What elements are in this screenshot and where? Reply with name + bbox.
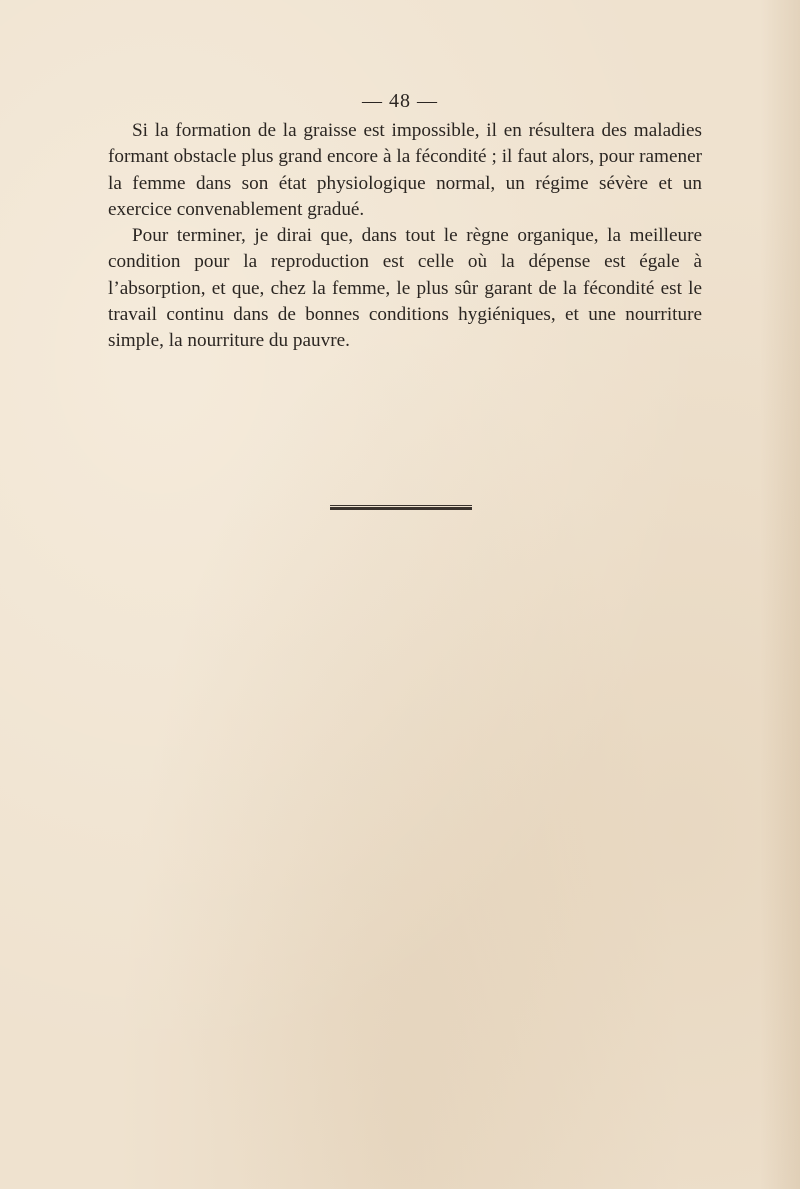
end-rule-thin-line: [330, 505, 472, 506]
end-rule-thick-line: [330, 507, 472, 510]
page-number: — 48 —: [362, 90, 438, 112]
paragraph-2: Pour terminer, je dirai que, dans tout le règne organique, la meilleure condition pour la reproduction est celle où la dépense est égale à l’absorption, et que, chez la femme, le plus sûr garant de la fécondité est le travail continu dans de bonnes conditions hygiéniques, et une nourriture simple, la nourriture du pauvre.: [108, 225, 702, 352]
end-rule-ornament: [330, 505, 472, 511]
body-text: [108, 118, 702, 355]
paragraph-1: Si la formation de la graisse est impossible, il en résultera des maladies formant obstacle plus grand encore à la fécondité ; il faut alors, pour ramener la femme dans son état physiologique normal, un régime sévère et un exercice convenablement gradué.: [108, 120, 702, 220]
page-edge-shade: [760, 0, 800, 1189]
